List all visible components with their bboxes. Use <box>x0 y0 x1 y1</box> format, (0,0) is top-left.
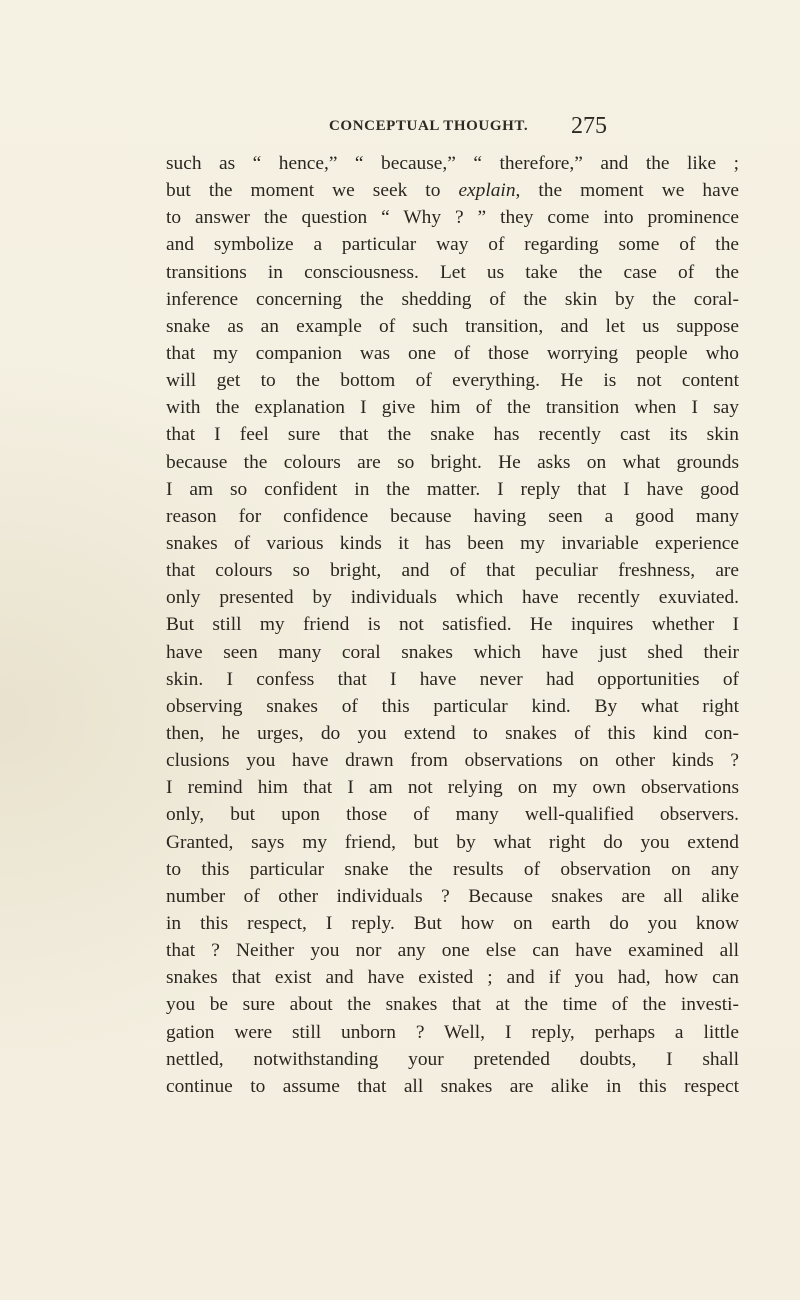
text-line: will get to the bottom of everything. He is not content <box>166 370 739 392</box>
text-line: reason for confidence because having seen a good many <box>166 505 739 527</box>
text-line: clusions you have drawn from observations on other kinds ? <box>166 750 739 772</box>
text-line: have seen many coral snakes which have just shed their <box>166 641 739 663</box>
text-line: with the explanation I give him of the transition when I say <box>166 397 739 419</box>
text-line: I am so confident in the matter. I reply that I have good <box>166 478 739 500</box>
text-line: only presented by individuals which have recently exuviated. <box>166 587 739 609</box>
text-line: you be sure about the snakes that at the time of the investi- <box>166 994 739 1016</box>
text-line: to this particular snake the results of observation on any <box>166 858 739 880</box>
text-line: skin. I confess that I have never had opportunities of <box>166 668 739 690</box>
text-line: to answer the question “ Why ? ” they come into prominence <box>166 207 739 229</box>
body-text <box>166 150 739 1100</box>
text-line: then, he urges, do you extend to snakes of this kind con- <box>166 722 739 744</box>
text-line: inference concerning the shedding of the skin by the coral- <box>166 288 739 310</box>
running-head: CONCEPTUAL THOUGHT. <box>329 118 529 134</box>
page-header <box>0 113 800 143</box>
text-line: But still my friend is not satisfied. He inquires whether I <box>166 614 739 636</box>
page-number: 275 <box>571 113 607 139</box>
text-line: Granted, says my friend, but by what right do you extend <box>166 831 739 853</box>
text-line: continue to assume that all snakes are alike in this respect <box>166 1075 739 1097</box>
text-line: gation were still unborn ? Well, I reply, perhaps a little <box>166 1021 739 1043</box>
italic-word: explain <box>458 180 516 202</box>
text-line: snake as an example of such transition, and let us suppose <box>166 315 739 337</box>
text-line: observing snakes of this particular kind. By what right <box>166 695 739 717</box>
text-line: that ? Neither you nor any one else can have examined all <box>166 940 739 962</box>
text-line: transitions in consciousness. Let us take the case of the <box>166 261 739 283</box>
text-line: that I feel sure that the snake has recently cast its skin <box>166 424 739 446</box>
text-line: and symbolize a particular way of regarding some of the <box>166 234 739 256</box>
text-line: in this respect, I reply. But how on earth do you know <box>166 912 739 934</box>
text-line: that my companion was one of those worrying people who <box>166 342 739 364</box>
text-line: such as “ hence,” “ because,” “ therefore,” and the like ; <box>166 153 739 174</box>
text-line: but the moment we seek to explain, the moment we have <box>166 180 739 202</box>
text-line: nettled, notwithstanding your pretended doubts, I shall <box>166 1048 739 1070</box>
text-line: I remind him that I am not relying on my own observations <box>166 777 739 799</box>
text-line: only, but upon those of many well-qualified observers. <box>166 804 739 826</box>
text-line: snakes of various kinds it has been my invariable experience <box>166 532 739 554</box>
text-line: number of other individuals ? Because snakes are all alike <box>166 885 739 907</box>
text-line: that colours so bright, and of that peculiar freshness, are <box>166 560 739 582</box>
text-line: because the colours are so bright. He asks on what grounds <box>166 451 739 473</box>
text-line: snakes that exist and have existed ; and if you had, how can <box>166 967 739 989</box>
